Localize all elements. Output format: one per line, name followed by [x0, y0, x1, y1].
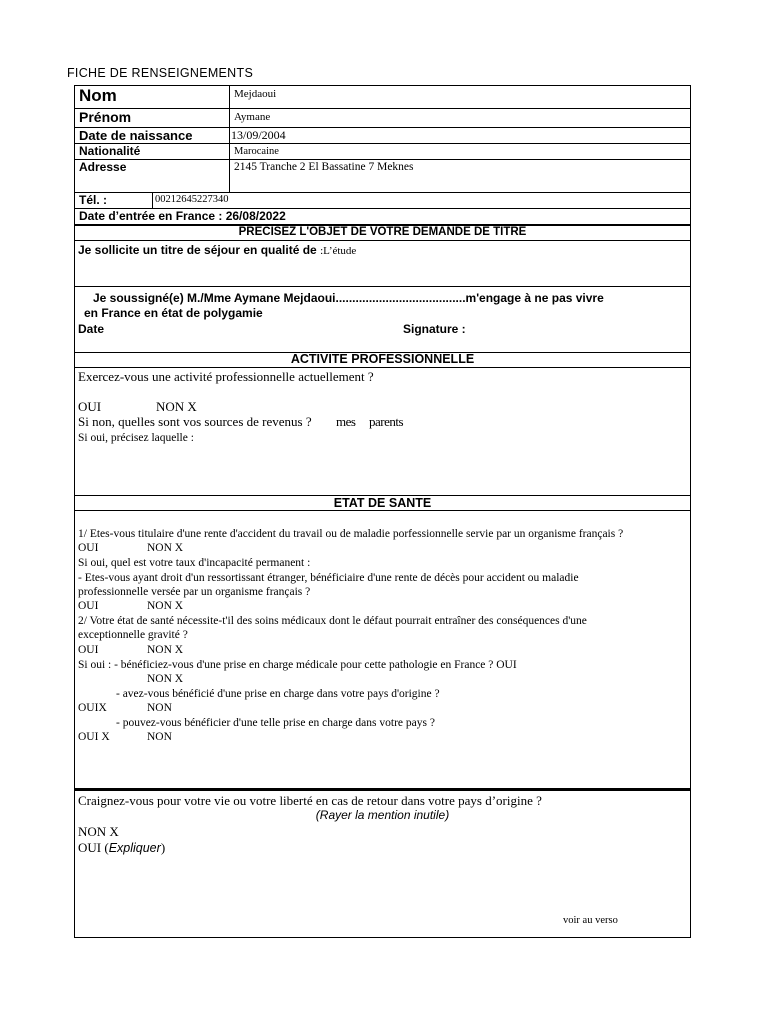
sources-value-2: parents — [369, 414, 404, 429]
sollicite-line — [78, 241, 356, 259]
q1-non: NON X — [147, 542, 184, 554]
date-label: Date — [78, 322, 105, 336]
activite-header: ACTIVITE PROFESSIONNELLE — [290, 352, 475, 366]
q1b-line1: - Etes-vous ayant droit d'un ressortissant étranger, bénéficiaire d'une rente de décès pour accident ou maladie — [78, 572, 579, 584]
nom-label: Nom — [79, 86, 117, 105]
voir-verso: voir au verso — [563, 915, 618, 926]
naissance-label: Date de naissance — [79, 128, 193, 143]
q1-oui: OUI — [78, 542, 99, 554]
retour-expliquer: Expliquer — [108, 841, 161, 855]
activite-oui: OUI — [78, 399, 102, 414]
activite-non: NON X — [156, 399, 197, 414]
nationalite-value: Marocaine — [234, 146, 279, 157]
q1b-oui: OUI — [78, 600, 99, 612]
activite-question: Exercez-vous une activité professionnelle actuellement ? — [78, 369, 374, 384]
retour-close: ) — [160, 840, 166, 855]
q2a-non: NON X — [147, 673, 184, 685]
prenom-label: Prénom — [79, 109, 132, 125]
sante-header: ETAT DE SANTE — [333, 496, 432, 510]
polygamie-line1: Je soussigné(e) M./Mme Aymane Mejdaoui.......................................m'engage à ne pas vivre — [93, 291, 604, 305]
q2c-non: NON — [147, 731, 172, 743]
retour-non: NON X — [78, 824, 119, 839]
tel-label: Tél. : — [79, 193, 108, 207]
q2a-text: Si oui : - bénéficiez-vous d'une prise en charge médicale pour cette pathologie en France ? OUI — [78, 659, 517, 671]
nom-value: Mejdaoui — [234, 88, 277, 100]
q2b-oui: OUIX — [78, 702, 107, 714]
objet-header: PRECISEZ L'OBJET DE VOTRE DEMANDE DE TITRE — [238, 226, 527, 238]
prenom-value: Aymane — [234, 111, 271, 123]
q2-non: NON X — [147, 644, 184, 656]
polygamie-line2: en France en état de polygamie — [84, 306, 263, 320]
q2c-text: - pouvez-vous bénéficier d'une telle prise en charge dans votre pays ? — [116, 717, 435, 729]
tel-value: 00212645227340 — [155, 194, 229, 205]
sollicite-value: :L’étude — [320, 245, 357, 257]
q2c-oui: OUI X — [78, 731, 110, 743]
q1-text: 1/ Etes-vous titulaire d'une rente d'accident du travail ou de maladie porfessionnelle servie par un organisme français ? — [78, 528, 624, 540]
q1b-non: NON X — [147, 600, 184, 612]
adresse-label: Adresse — [79, 160, 127, 174]
q1b-line2: professionnelle versée par un organisme français ? — [78, 586, 311, 598]
page-title: FICHE DE RENSEIGNEMENTS — [67, 66, 254, 80]
signature-label: Signature : — [403, 322, 466, 336]
q2-line1: 2/ Votre état de santé nécessite-t'il des soins médicaux dont le défaut pourrait entraîner des conséquences d'une — [78, 615, 587, 627]
rayer-mention: (Rayer la mention inutile) — [315, 808, 450, 822]
q2-oui: OUI — [78, 644, 99, 656]
q2-line2: exceptionnelle gravité ? — [78, 629, 188, 641]
sources-label: Si non, quelles sont vos sources de revenus ? — [78, 414, 312, 429]
sources-value-1: mes — [336, 414, 356, 429]
q1-taux: Si oui, quel est votre taux d'incapacité permanent : — [78, 557, 311, 569]
retour-question: Craignez-vous pour votre vie ou votre liberté en cas de retour dans votre pays d’origine ? — [78, 793, 542, 808]
retour-oui: OUI ( — [78, 840, 109, 855]
naissance-value: 13/09/2004 — [231, 128, 286, 142]
q2b-non: NON — [147, 702, 172, 714]
sollicite-label: Je sollicite un titre de séjour en qualité de — [78, 243, 321, 257]
retour-oui-line — [78, 840, 165, 856]
nationalite-label: Nationalité — [79, 144, 141, 158]
date-entree: Date d’entrée en France : 26/08/2022 — [79, 209, 286, 223]
activite-precisez: Si oui, précisez laquelle : — [78, 432, 194, 444]
q2b-text: - avez-vous bénéficié d'une prise en charge dans votre pays d'origine ? — [116, 688, 440, 700]
adresse-value: 2145 Tranche 2 El Bassatine 7 Meknes — [234, 161, 414, 173]
